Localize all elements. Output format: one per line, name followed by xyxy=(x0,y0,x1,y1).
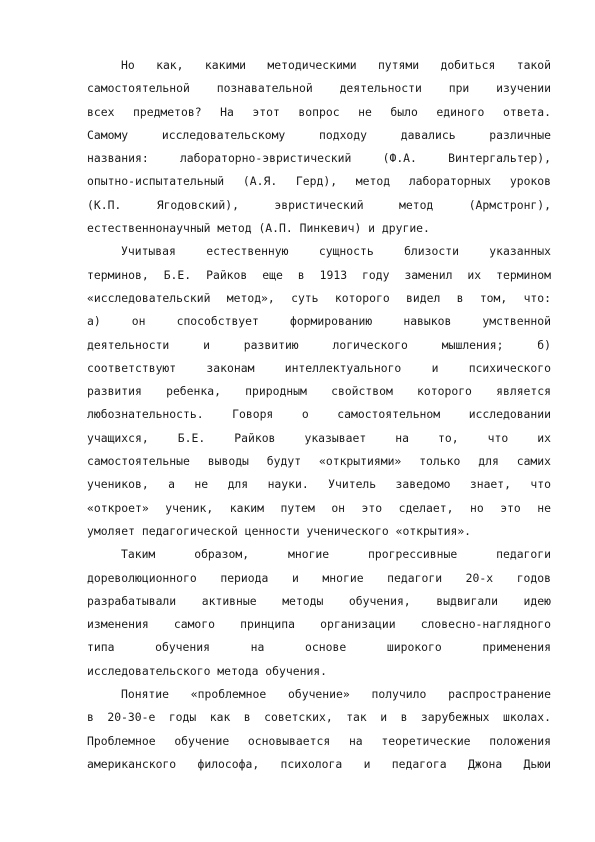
text-line: всех предметов? На этот вопрос не было единого ответа. xyxy=(87,104,551,119)
text-line: деятельности и развитию логического мышления; б) xyxy=(87,337,551,352)
text-line: в 20-30-е годы как в советских, так и в зарубежных школах. xyxy=(87,710,551,725)
text-line: опытно-испытательный (А.Я. Герд), метод лабораторных уроков xyxy=(87,174,551,189)
text-line: исследовательского метода обучения. xyxy=(87,663,328,678)
text-line: (К.П. Ягодовский), эвристический метод (Армстронг), xyxy=(87,197,551,212)
text-line: Учитывая естественную сущность близости указанных xyxy=(121,244,551,259)
text-line: развития ребенка, природным свойством которого является xyxy=(87,384,551,399)
text-line: умоляет педагогической ценности ученического «открытия». xyxy=(87,523,472,538)
text-line: Самому исследовательскому подходу давались различные xyxy=(87,127,551,142)
text-line: учеников, а не для науки. Учитель заведомо знает, что xyxy=(87,477,551,492)
text-line: разрабатывали активные методы обучения, выдвигали идею xyxy=(87,593,551,608)
text-line: любознательность. Говоря о самостоятельном исследовании xyxy=(87,407,551,422)
text-line: изменения самого принципа организации словесно-наглядного xyxy=(87,617,551,632)
text-line: Понятие «проблемное обучение» получило распространение xyxy=(121,687,551,702)
text-line: «исследовательский метод», суть которого видел в том, что: xyxy=(87,290,551,305)
text-line: Но как, какими методическими путями добиться такой xyxy=(121,58,551,72)
text-line: дореволюционного периода и многие педагоги 20-х годов xyxy=(87,570,551,585)
text-line: названия: лабораторно-эвристический (Ф.А. Винтергальтер), xyxy=(87,151,551,166)
text-line: учащихся, Б.Е. Райков указывает на то, что их xyxy=(87,430,551,445)
paragraph-4 xyxy=(87,683,551,776)
text-line: «откроет» ученик, каким путем он это сделает, но это не xyxy=(87,500,551,515)
text-line: американского философа, психолога и педагога Джона Дьюи xyxy=(87,756,551,771)
text-line: Проблемное обучение основывается на теоретические положения xyxy=(87,733,551,748)
text-line: типа обучения на основе широкого применения xyxy=(87,640,551,655)
document-page xyxy=(87,54,551,776)
text-line: Таким образом, многие прогрессивные педагоги xyxy=(121,547,551,562)
text-line: самостоятельные выводы будут «открытиями» только для самих xyxy=(87,454,551,469)
text-line: соответствуют законам интеллектуального и психического xyxy=(87,360,551,375)
text-line: самостоятельной познавательной деятельности при изучении xyxy=(87,81,551,96)
paragraph-1 xyxy=(87,54,551,240)
text-line: естественнонаучный метод (А.П. Пинкевич) и другие. xyxy=(87,221,430,236)
paragraph-3 xyxy=(87,543,551,683)
text-line: а) он способствует формированию навыков умственной xyxy=(87,314,551,329)
text-line: терминов, Б.Е. Райков еще в 1913 году заменил их термином xyxy=(87,267,551,282)
paragraph-2 xyxy=(87,240,551,543)
